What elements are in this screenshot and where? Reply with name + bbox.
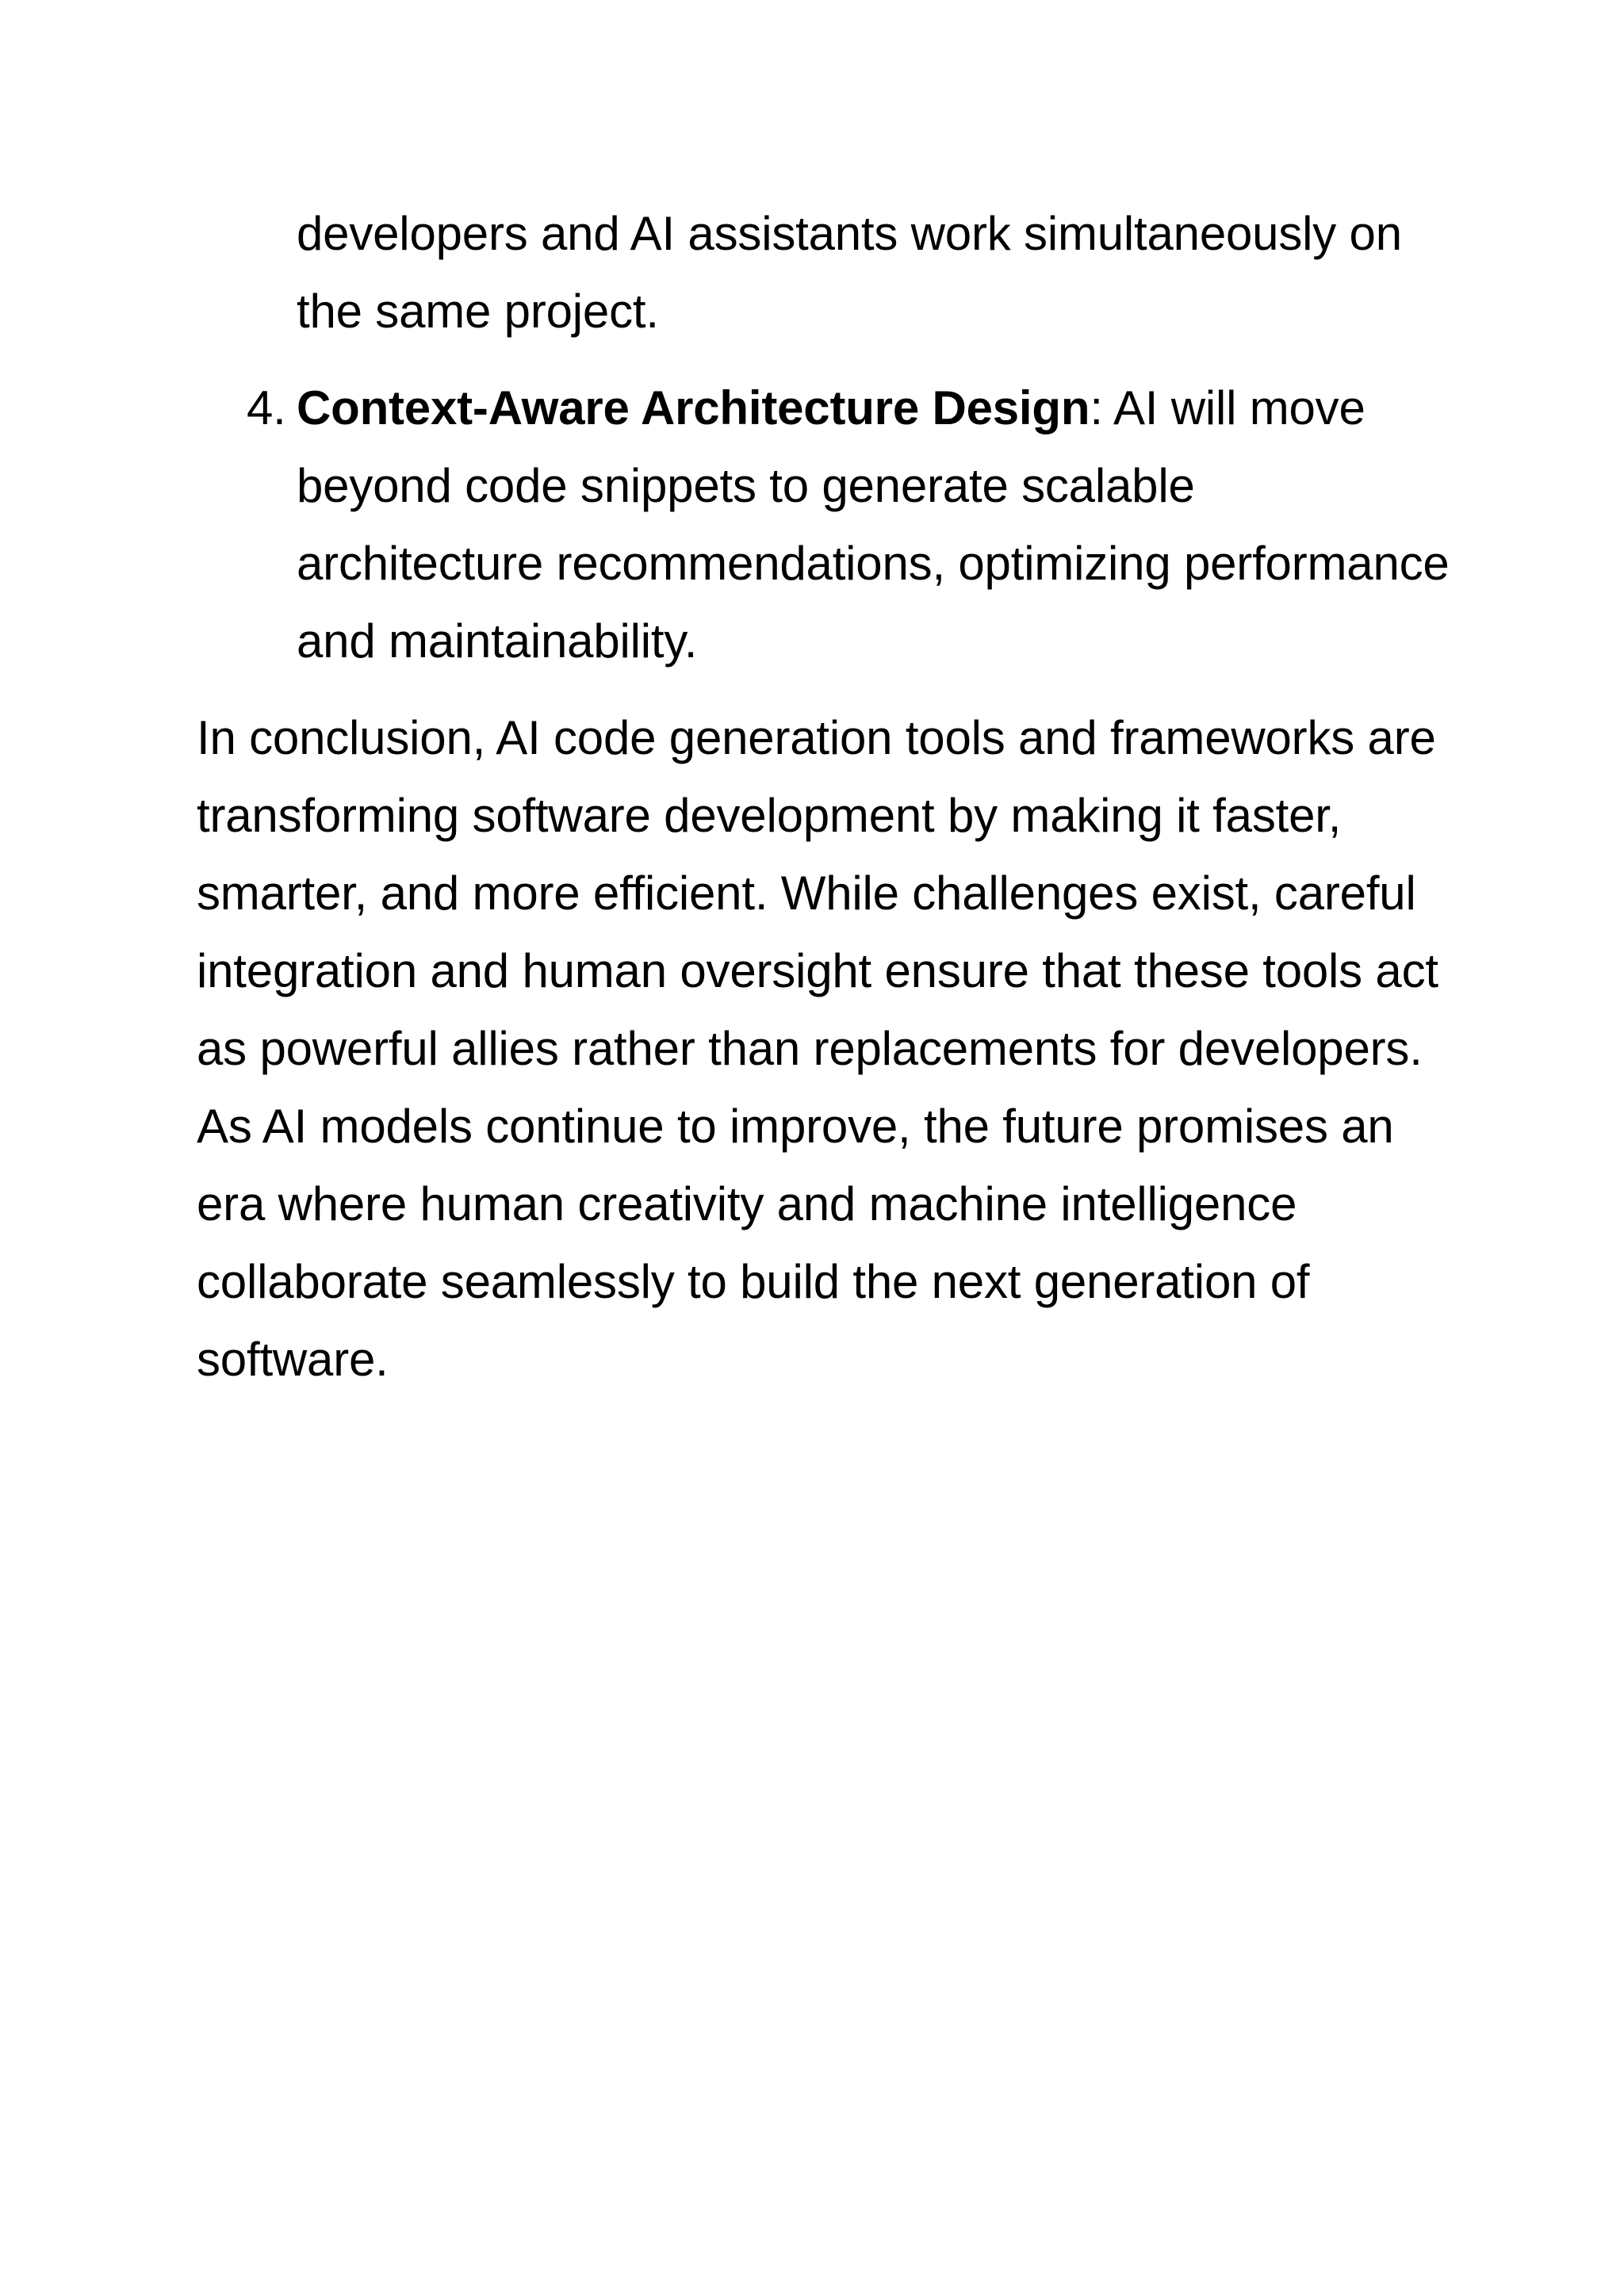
list-item-separator: : bbox=[1090, 381, 1103, 434]
document-body bbox=[197, 195, 1450, 1399]
list-item-4 bbox=[197, 369, 1450, 680]
list-item-3-continuation: developers and AI assistants work simultaneously on the same project. bbox=[297, 207, 1402, 338]
list-item-body bbox=[297, 369, 1450, 680]
list-item-text: AI will move beyond code snippets to generate scalable architecture recommendations, optimizing performance and maintainability. bbox=[297, 381, 1450, 668]
list-item-title: Context-Aware Architecture Design bbox=[297, 381, 1090, 434]
conclusion-paragraph: In conclusion, AI code generation tools and frameworks are transforming software development by making it faster, smarter, and more efficient. While challenges exist, careful integration and human oversight ensure that these tools act as powerful allies rather than replacements for developers. As AI models continue to improve, the future promises an era where human creativity and machine intelligence collaborate seamlessly to build the next generation of software. bbox=[197, 711, 1438, 1386]
list-item-number: 4. bbox=[247, 381, 286, 434]
